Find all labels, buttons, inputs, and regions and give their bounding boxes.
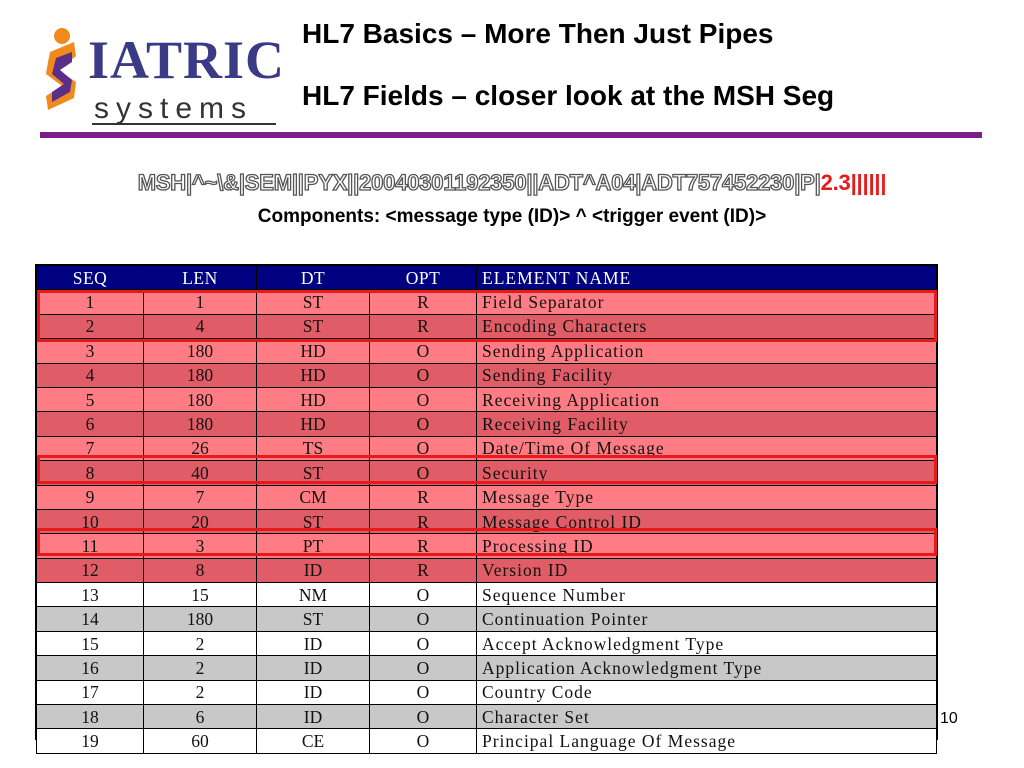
header-len: LEN [144,266,257,290]
table-header-row [37,266,937,290]
cell-seq: 13 [37,583,144,607]
slide-subtitle: HL7 Fields – closer look at the MSH Seg [302,80,835,111]
table-row [37,583,937,607]
svg-text:systems: systems [94,92,254,125]
header-opt: OPT [370,266,477,290]
cell-element-name: Principal Language Of Message [477,729,937,753]
table-row [37,680,937,704]
msh-version-highlight: 2.3|||||| [820,170,887,195]
cell-len: 60 [144,729,257,753]
cell-opt: O [370,339,477,363]
cell-element-name: Receiving Facility [477,412,937,436]
cell-seq: 11 [37,534,144,558]
cell-len: 15 [144,583,257,607]
cell-len: 3 [144,534,257,558]
cell-opt: O [370,412,477,436]
cell-opt: O [370,607,477,631]
cell-len: 7 [144,485,257,509]
msh-segment-example [0,170,1024,196]
cell-dt: HD [257,363,370,387]
cell-opt: R [370,509,477,533]
table-row [37,339,937,363]
header-seq: SEQ [37,266,144,290]
header-dt: DT [257,266,370,290]
table-row [37,534,937,558]
cell-dt: HD [257,387,370,411]
cell-seq: 10 [37,509,144,533]
cell-seq: 7 [37,436,144,460]
cell-opt: R [370,314,477,338]
table-row [37,387,937,411]
cell-element-name: Message Control ID [477,509,937,533]
cell-len: 4 [144,314,257,338]
cell-seq: 16 [37,656,144,680]
cell-opt: R [370,290,477,314]
cell-element-name: Security [477,461,937,485]
cell-dt: ID [257,631,370,655]
cell-dt: ID [257,558,370,582]
table-row [37,436,937,460]
cell-opt: O [370,631,477,655]
cell-len: 8 [144,558,257,582]
cell-seq: 19 [37,729,144,753]
cell-element-name: Processing ID [477,534,937,558]
cell-seq: 4 [37,363,144,387]
cell-len: 2 [144,680,257,704]
cell-seq: 2 [37,314,144,338]
cell-dt: ID [257,680,370,704]
table-row [37,314,937,338]
cell-seq: 17 [37,680,144,704]
cell-dt: ST [257,290,370,314]
cell-dt: HD [257,339,370,363]
cell-len: 2 [144,656,257,680]
cell-element-name: Accept Acknowledgment Type [477,631,937,655]
cell-seq: 3 [37,339,144,363]
table-row [37,290,937,314]
cell-len: 2 [144,631,257,655]
cell-seq: 6 [37,412,144,436]
cell-dt: ST [257,509,370,533]
slide-title: HL7 Basics – More Then Just Pipes [302,18,774,49]
cell-element-name: Field Separator [477,290,937,314]
cell-len: 180 [144,363,257,387]
cell-element-name: Date/Time Of Message [477,436,937,460]
cell-dt: ST [257,461,370,485]
cell-len: 40 [144,461,257,485]
cell-dt: ST [257,607,370,631]
cell-seq: 15 [37,631,144,655]
components-note: Components: <message type (ID)> ^ <trigger event (ID)> [257,206,767,227]
table-row [37,656,937,680]
cell-len: 20 [144,509,257,533]
cell-opt: O [370,680,477,704]
iatric-systems-logo [36,22,286,134]
cell-len: 26 [144,436,257,460]
cell-dt: CE [257,729,370,753]
cell-len: 180 [144,339,257,363]
cell-element-name: Encoding Characters [477,314,937,338]
cell-element-name: Receiving Application [477,387,937,411]
cell-len: 180 [144,387,257,411]
cell-element-name: Sequence Number [477,583,937,607]
cell-len: 180 [144,412,257,436]
cell-opt: O [370,363,477,387]
cell-seq: 8 [37,461,144,485]
cell-len: 180 [144,607,257,631]
page-number: 10 [940,710,958,727]
table-row [37,631,937,655]
table-row [37,607,937,631]
cell-seq: 9 [37,485,144,509]
table-row [37,729,937,753]
cell-opt: R [370,534,477,558]
table-row [37,485,937,509]
cell-dt: PT [257,534,370,558]
cell-opt: O [370,705,477,729]
cell-len: 1 [144,290,257,314]
cell-element-name: Sending Facility [477,363,937,387]
cell-opt: R [370,485,477,509]
cell-opt: R [370,558,477,582]
cell-seq: 18 [37,705,144,729]
cell-seq: 14 [37,607,144,631]
cell-dt: CM [257,485,370,509]
cell-dt: ID [257,705,370,729]
cell-opt: O [370,729,477,753]
cell-dt: TS [257,436,370,460]
cell-element-name: Sending Application [477,339,937,363]
cell-element-name: Application Acknowledgment Type [477,656,937,680]
cell-element-name: Country Code [477,680,937,704]
cell-len: 6 [144,705,257,729]
header-element-name: ELEMENT NAME [477,266,937,290]
cell-element-name: Character Set [477,705,937,729]
cell-dt: ST [257,314,370,338]
cell-opt: O [370,656,477,680]
title-divider [40,132,982,138]
cell-element-name: Version ID [477,558,937,582]
table-row [37,461,937,485]
cell-element-name: Message Type [477,485,937,509]
cell-opt: O [370,461,477,485]
svg-text:IATRIC: IATRIC [88,30,286,90]
cell-seq: 5 [37,387,144,411]
cell-opt: O [370,387,477,411]
cell-dt: NM [257,583,370,607]
cell-dt: ID [257,656,370,680]
table-row [37,363,937,387]
table-row [37,558,937,582]
cell-dt: HD [257,412,370,436]
cell-opt: O [370,436,477,460]
table-row [37,412,937,436]
msh-segment-prefix: MSH|^~\&|SEM||PYX||20040301192350||ADT^A04|ADT757452230|P| [137,170,821,195]
msh-field-table [35,264,938,752]
cell-seq: 12 [37,558,144,582]
cell-seq: 1 [37,290,144,314]
cell-opt: O [370,583,477,607]
cell-element-name: Continuation Pointer [477,607,937,631]
table-row [37,509,937,533]
table-row [37,705,937,729]
